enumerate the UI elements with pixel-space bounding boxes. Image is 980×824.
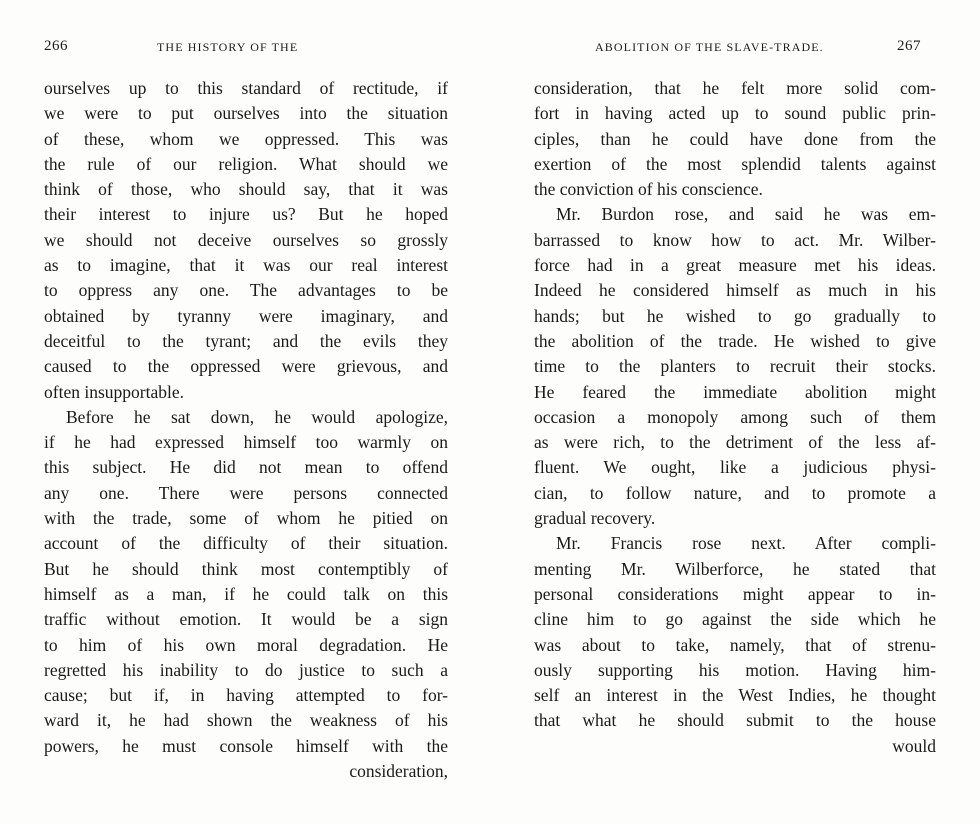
text-line: often insupportable.: [44, 381, 184, 402]
text-line: traffic without emotion. It would be a sign: [44, 609, 448, 630]
text-line: ward it, he had shown the weakness of his: [44, 710, 448, 731]
text-line: barrassed to know how to act. Mr. Wilber-: [534, 229, 936, 250]
text-line: Indeed he considered himself as much in his: [534, 280, 936, 301]
left-running-head: [0, 40, 490, 60]
text-line: with the trade, some of whom he pitied on: [44, 508, 448, 529]
text-line: obtained by tyranny were imaginary, and: [44, 305, 448, 326]
text-line: fluent. We ought, like a judicious physi-: [534, 457, 936, 478]
text-line: if he had expressed himself too warmly on: [44, 432, 448, 453]
text-line: Mr. Francis rose next. After compli-: [556, 533, 936, 554]
left-running-title: THE HISTORY OF THE: [157, 40, 299, 54]
text-line: time to the planters to recruit their stocks.: [534, 356, 936, 377]
text-line: exertion of the most splendid talents against: [534, 153, 936, 174]
text-line: regretted his inability to do justice to such a: [44, 659, 448, 680]
text-line: we should not deceive ourselves so grossly: [44, 229, 448, 250]
text-line: as to imagine, that it was our real interest: [44, 255, 448, 276]
text-line: any one. There were persons connected: [44, 482, 448, 503]
text-line: ciples, than he could have done from the: [534, 128, 936, 149]
text-line: we were to put ourselves into the situation: [44, 103, 448, 124]
text-line: cause; but if, in having attempted to for-: [44, 685, 448, 706]
text-line: deceitful to the tyrant; and the evils they: [44, 330, 448, 351]
left-page-text: [44, 76, 448, 784]
text-line: the conviction of his conscience.: [534, 179, 763, 200]
text-line: ously supporting his motion. Having him-: [534, 659, 936, 680]
text-line: was about to take, namely, that of strenu-: [534, 634, 936, 655]
text-line: menting Mr. Wilberforce, he stated that: [534, 558, 936, 579]
text-line: self an interest in the West Indies, he thought: [534, 685, 936, 706]
text-line: caused to the oppressed were grievous, and: [44, 356, 448, 377]
right-page-number: 267: [897, 38, 921, 54]
left-page-number: 266: [44, 38, 68, 54]
text-line: Mr. Burdon rose, and said he was em-: [556, 204, 936, 225]
text-line: cian, to follow nature, and to promote a: [534, 482, 936, 503]
text-line: He feared the immediate abolition might: [534, 381, 936, 402]
text-line: occasion a monopoly among such of them: [534, 406, 936, 427]
text-line: ourselves up to this standard of rectitude, if: [44, 78, 448, 98]
text-line: hands; but he wished to go gradually to: [534, 305, 936, 326]
text-line: himself as a man, if he could talk on this: [44, 583, 448, 604]
catchword: consideration,: [349, 761, 448, 782]
text-line: powers, he must console himself with the: [44, 735, 448, 756]
text-line: that what he should submit to the house: [534, 710, 936, 731]
text-line: the rule of our religion. What should we: [44, 153, 448, 174]
text-line: consideration, that he felt more solid com-: [534, 78, 936, 98]
text-line: their interest to injure us? But he hoped: [44, 204, 448, 225]
right-page: [490, 0, 980, 824]
catchword: would: [892, 735, 936, 756]
right-page-text: [534, 76, 936, 759]
text-line: this subject. He did not mean to offend: [44, 457, 448, 478]
text-line: But he should think most contemptibly of: [44, 558, 448, 579]
text-line: gradual recovery.: [534, 508, 656, 529]
text-line: to him of his own moral degradation. He: [44, 634, 448, 655]
right-running-title: ABOLITION OF THE SLAVE-TRADE.: [595, 40, 824, 54]
text-line: fort in having acted up to sound public prin-: [534, 103, 936, 124]
text-line: personal considerations might appear to in-: [534, 583, 936, 604]
right-running-head: [490, 40, 980, 60]
text-line: think of those, who should say, that it was: [44, 179, 448, 200]
text-line: account of the difficulty of their situation.: [44, 533, 448, 554]
text-line: to oppress any one. The advantages to be: [44, 280, 448, 301]
text-line: as were rich, to the detriment of the less af-: [534, 432, 936, 453]
text-line: Before he sat down, he would apologize,: [66, 406, 448, 427]
text-line: force had in a great measure met his ideas.: [534, 255, 936, 276]
text-line: the abolition of the trade. He wished to give: [534, 330, 936, 351]
text-line: cline him to go against the side which he: [534, 609, 936, 630]
text-line: of these, whom we oppressed. This was: [44, 128, 448, 149]
